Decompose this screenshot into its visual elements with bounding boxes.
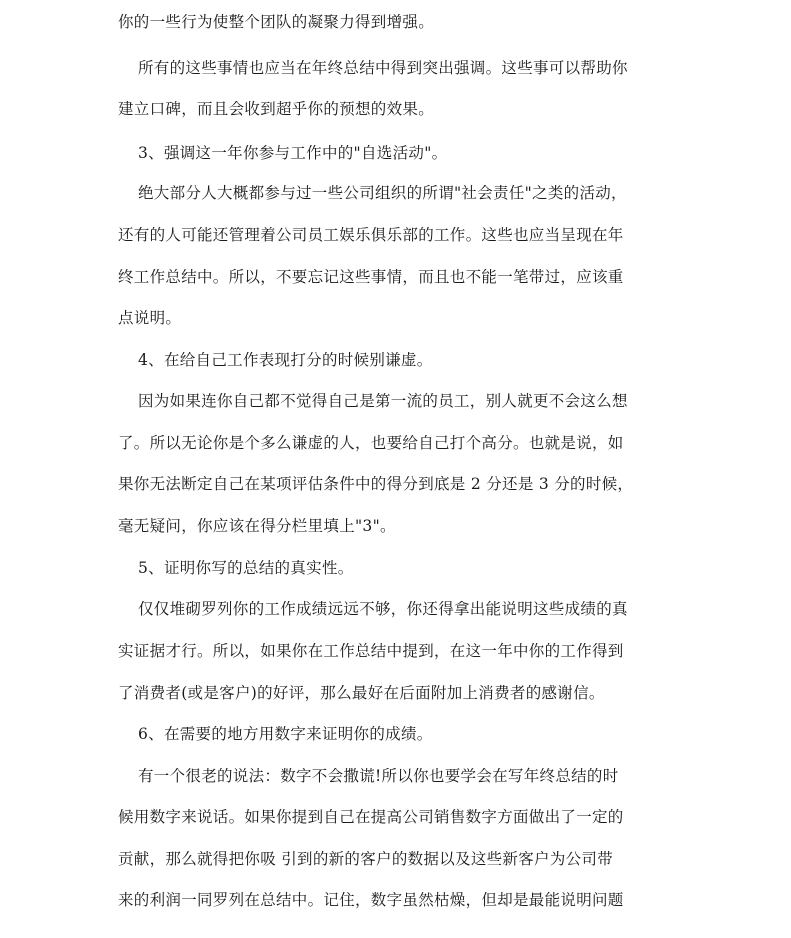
paragraph-line: 了。所以无论你是个多么谦虚的人，也要给自己打个高分。也就是说，如 — [118, 434, 624, 452]
paragraph-line: 贡献，那么就得把你吸 引到的新的客户的数据以及这些新客户为公司带 — [118, 850, 614, 868]
paragraph-line: 来的利润一同罗列在总结中。记住，数字虽然枯燥，但却是最能说明问题 — [118, 891, 624, 909]
paragraph-line: 候用数字来说话。如果你提到自己在提高公司销售数字方面做出了一定的 — [118, 808, 624, 826]
paragraph-line: 实证据才行。所以，如果你在工作总结中提到，在这一年中你的工作得到 — [118, 642, 624, 660]
section-heading: 6、在需要的地方用数字来证明你的成绩。 — [138, 725, 433, 743]
section-heading: 4、在给自己工作表现打分的时候别谦虚。 — [138, 351, 433, 369]
paragraph-line: 因为如果连你自己都不觉得自己是第一流的员工，别人就更不会这么想 — [138, 392, 628, 410]
paragraph-line: 终工作总结中。所以，不要忘记这些事情，而且也不能一笔带过，应该重 — [118, 268, 624, 286]
paragraph-line: 你的一些行为使整个团队的凝聚力得到增强。 — [118, 13, 435, 31]
paragraph-line: 了消费者(或是客户)的好评，那么最好在后面附加上消费者的感谢信。 — [118, 684, 605, 702]
paragraph-line: 毫无疑问，你应该在得分栏里填上"3"。 — [118, 517, 396, 535]
paragraph-line: 仅仅堆砌罗列你的工作成绩远远不够，你还得拿出能说明这些成绩的真 — [138, 600, 628, 618]
section-heading: 5、证明你写的总结的真实性。 — [138, 559, 354, 577]
paragraph-line: 还有的人可能还管理着公司员工娱乐俱乐部的工作。这些也应当呈现在年 — [118, 226, 624, 244]
paragraph-line: 建立口碑，而且会收到超乎你的预想的效果。 — [118, 100, 435, 118]
paragraph-line: 果你无法断定自己在某项评估条件中的得分到底是 2 分还是 3 分的时候， — [118, 475, 634, 493]
section-heading: 3、强调这一年你参与工作中的"自选活动"。 — [138, 144, 448, 162]
paragraph-line: 有一个很老的说法：数字不会撒谎!所以你也要学会在写年终总结的时 — [138, 767, 619, 785]
paragraph-line: 绝大部分人大概都参与过一些公司组织的所谓"社会责任"之类的活动， — [138, 184, 627, 202]
paragraph-line: 所有的这些事情也应当在年终总结中得到突出强调。这些事可以帮助你 — [138, 59, 628, 77]
paragraph-line: 点说明。 — [118, 309, 182, 327]
